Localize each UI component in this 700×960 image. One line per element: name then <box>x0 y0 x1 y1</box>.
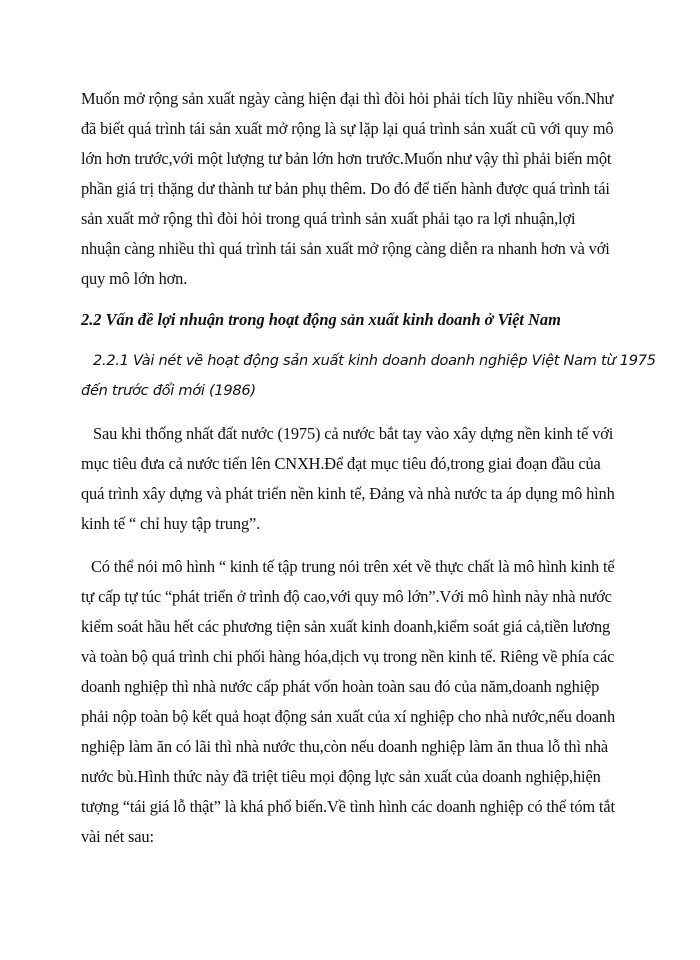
text-line: tự cấp tự túc “phát triển ở trình độ cao,với quy mô lớn”.Với mô hình này nhà nước <box>81 587 612 606</box>
text-line: phải nộp toàn bộ kết quả hoạt động sản xuất của xí nghiệp cho nhà nước,nếu doanh <box>81 707 616 726</box>
text-line: nước bù.Hình thức này đã triệt tiêu mọi động lực sản xuất của doanh nghiệp,hiện <box>81 767 601 786</box>
paragraph-intro <box>81 84 621 294</box>
text-line: kinh tế “ chỉ huy tập trung”. <box>81 514 261 533</box>
text-line: Muốn mở rộng sản xuất ngày càng hiện đại thì đòi hỏi phải tích lũy nhiều vốn.Như <box>81 89 614 108</box>
text-line: sản xuất mở rộng thì đòi hỏi trong quá trình sản xuất phải tạo ra lợi nhuận,lợi <box>81 209 576 228</box>
text-line: Có thể nói mô hình “ kinh tế tập trung nói trên xét về thực chất là mô hình kinh tế <box>91 557 615 576</box>
section-heading: 2.2 Vấn đề lợi nhuận trong hoạt động sản xuất kinh doanh ở Việt Nam <box>81 310 561 329</box>
text-line: vài nét sau: <box>81 827 154 846</box>
paragraph-after-unification <box>81 419 621 539</box>
text-line: mục tiêu đưa cả nước tiến lên CNXH.Để đạt mục tiêu đó,trong giai đoạn đầu của <box>81 454 601 473</box>
text-line: kiểm soát hầu hết các phương tiện sản xuất kinh doanh,kiểm soát giá cả,tiền lương <box>81 617 611 636</box>
text-line: Sau khi thống nhất đất nước (1975) cả nước bắt tay vào xây dựng nền kinh tế với <box>93 424 614 443</box>
document-page <box>81 84 656 852</box>
text-line: lớn hơn trước,với một lượng tư bản lớn hơn trước.Muốn như vậy thì phải biến một <box>81 149 612 168</box>
subsection-heading <box>81 346 656 406</box>
paragraph-centralized-model <box>81 552 621 852</box>
text-line: quy mô lớn hơn. <box>81 269 188 288</box>
text-line: tượng “tái giá lỗ thật” là khá phổ biến.Về tình hình các doanh nghiệp có thể tóm tắt <box>81 797 615 816</box>
text-line: và toàn bộ quá trình chi phối hàng hóa,dịch vụ trong nền kinh tế. Riêng về phía các <box>81 647 615 666</box>
text-line: quá trình xây dựng và phát triển nền kinh tế, Đảng và nhà nước ta áp dụng mô hình <box>81 484 615 503</box>
text-line: nhuận càng nhiều thì quá trình tái sản xuất mở rộng càng diễn ra nhanh hơn và với <box>81 239 610 258</box>
text-line: đã biết quá trình tái sản xuất mở rộng là sự lặp lại quá trình sản xuất cũ với quy mô <box>81 119 614 138</box>
text-line: nghiệp làm ăn có lãi thì nhà nước thu,còn nếu doanh nghiệp làm ăn thua lỗ thì nhà <box>81 737 609 756</box>
subheading-line: 2.2.1 Vài nét về hoạt động sản xuất kinh doanh doanh nghiệp Việt Nam từ 1975 <box>93 352 656 369</box>
text-line: phần giá trị thặng dư thành tư bản phụ thêm. Do đó để tiến hành được quá trình tái <box>81 179 610 198</box>
text-line: doanh nghiệp thì nhà nước cấp phát vốn hoàn toàn sau đó của năm,doanh nghiệp <box>81 677 600 696</box>
subheading-line: đến trước đổi mới (1986) <box>81 382 256 399</box>
